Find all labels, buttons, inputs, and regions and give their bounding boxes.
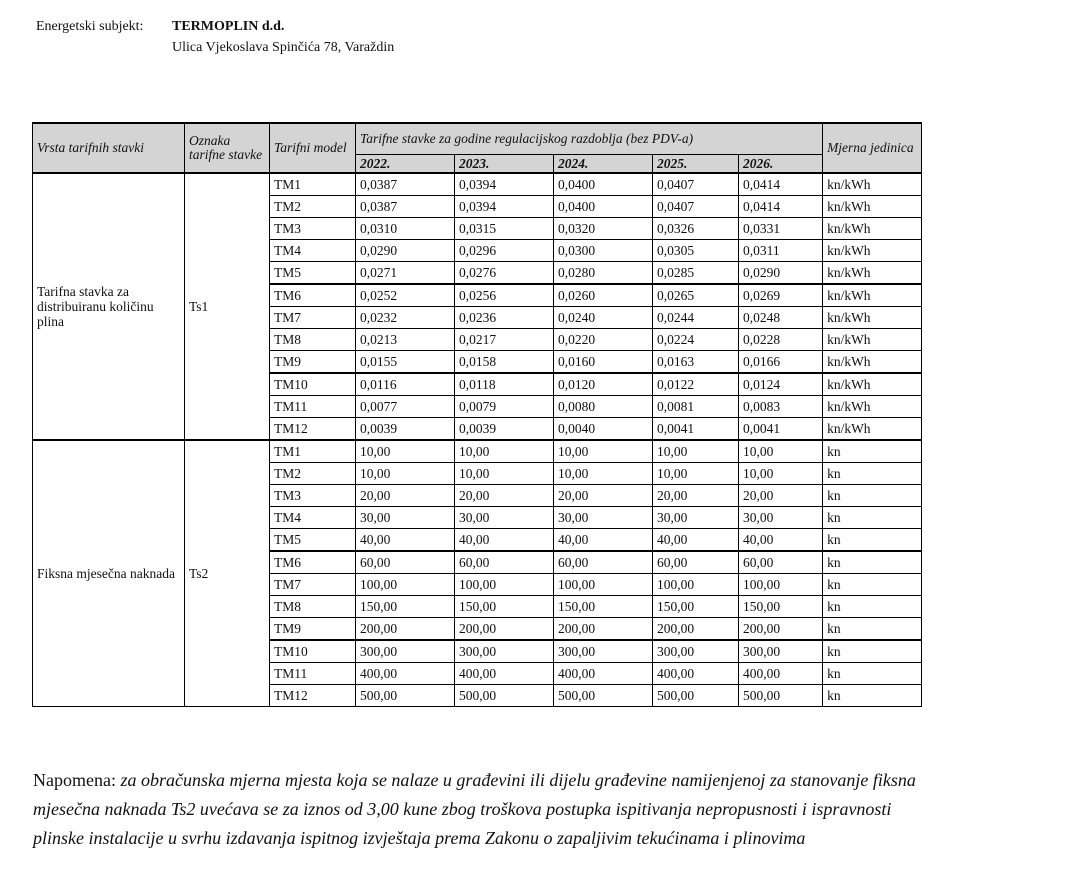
- rate-value-cell: 0,0232: [356, 307, 455, 329]
- rate-value-cell: 10,00: [653, 463, 739, 485]
- rate-value-cell: 0,0414: [739, 196, 823, 218]
- rate-value-cell: 0,0248: [739, 307, 823, 329]
- unit-cell: kn: [823, 618, 922, 641]
- rate-value-cell: 0,0280: [554, 262, 653, 285]
- rate-value-cell: 0,0252: [356, 284, 455, 307]
- unit-cell: kn/kWh: [823, 240, 922, 262]
- model-cell: TM8: [270, 329, 356, 351]
- rate-value-cell: 10,00: [455, 463, 554, 485]
- rate-value-cell: 10,00: [455, 440, 554, 463]
- model-cell: TM6: [270, 284, 356, 307]
- rate-value-cell: 300,00: [739, 640, 823, 663]
- model-cell: TM10: [270, 373, 356, 396]
- model-cell: TM9: [270, 618, 356, 641]
- rate-value-cell: 0,0079: [455, 396, 554, 418]
- rate-value-cell: 100,00: [554, 574, 653, 596]
- rate-value-cell: 0,0163: [653, 351, 739, 374]
- rate-value-cell: 0,0039: [356, 418, 455, 441]
- unit-cell: kn: [823, 463, 922, 485]
- unit-cell: kn/kWh: [823, 284, 922, 307]
- rate-value-cell: 0,0220: [554, 329, 653, 351]
- unit-cell: kn/kWh: [823, 196, 922, 218]
- col-header-rate-type: Vrsta tarifnih stavki: [33, 123, 185, 173]
- rate-value-cell: 500,00: [739, 685, 823, 707]
- rate-value-cell: 400,00: [455, 663, 554, 685]
- rate-value-cell: 200,00: [739, 618, 823, 641]
- rate-value-cell: 400,00: [653, 663, 739, 685]
- rate-value-cell: 0,0240: [554, 307, 653, 329]
- table-row: [33, 173, 922, 196]
- unit-cell: kn/kWh: [823, 173, 922, 196]
- rate-value-cell: 20,00: [356, 485, 455, 507]
- rate-value-cell: 40,00: [356, 529, 455, 552]
- rate-value-cell: 150,00: [455, 596, 554, 618]
- model-cell: TM2: [270, 463, 356, 485]
- rate-value-cell: 40,00: [653, 529, 739, 552]
- rate-value-cell: 0,0039: [455, 418, 554, 441]
- rate-value-cell: 0,0315: [455, 218, 554, 240]
- model-cell: TM1: [270, 440, 356, 463]
- unit-cell: kn/kWh: [823, 418, 922, 441]
- model-cell: TM5: [270, 262, 356, 285]
- rate-value-cell: 10,00: [554, 463, 653, 485]
- model-cell: TM12: [270, 418, 356, 441]
- rate-value-cell: 40,00: [554, 529, 653, 552]
- rate-value-cell: 300,00: [653, 640, 739, 663]
- rate-value-cell: 0,0080: [554, 396, 653, 418]
- unit-cell: kn: [823, 596, 922, 618]
- rate-value-cell: 200,00: [455, 618, 554, 641]
- rate-value-cell: 60,00: [739, 551, 823, 574]
- rate-value-cell: 0,0083: [739, 396, 823, 418]
- rate-value-cell: 10,00: [356, 440, 455, 463]
- model-cell: TM11: [270, 396, 356, 418]
- rate-value-cell: 60,00: [554, 551, 653, 574]
- rate-value-cell: 0,0244: [653, 307, 739, 329]
- unit-cell: kn: [823, 574, 922, 596]
- rate-value-cell: 20,00: [653, 485, 739, 507]
- model-cell: TM6: [270, 551, 356, 574]
- rate-value-cell: 30,00: [653, 507, 739, 529]
- model-cell: TM7: [270, 574, 356, 596]
- col-header-year: 2023.: [455, 155, 554, 174]
- rate-value-cell: 10,00: [739, 440, 823, 463]
- unit-cell: kn: [823, 485, 922, 507]
- rate-value-cell: 100,00: [356, 574, 455, 596]
- rate-value-cell: 0,0041: [739, 418, 823, 441]
- rate-value-cell: 0,0394: [455, 173, 554, 196]
- rate-value-cell: 0,0400: [554, 173, 653, 196]
- unit-cell: kn/kWh: [823, 262, 922, 285]
- rate-mark-cell: Ts1: [185, 173, 270, 440]
- energy-subject-label: Energetski subjekt:: [36, 19, 144, 34]
- tariff-table-body: [33, 173, 922, 707]
- unit-cell: kn: [823, 551, 922, 574]
- unit-cell: kn/kWh: [823, 218, 922, 240]
- rate-value-cell: 200,00: [554, 618, 653, 641]
- rate-value-cell: 10,00: [653, 440, 739, 463]
- model-cell: TM12: [270, 685, 356, 707]
- unit-cell: kn: [823, 685, 922, 707]
- rate-value-cell: 0,0124: [739, 373, 823, 396]
- unit-cell: kn: [823, 663, 922, 685]
- rate-value-cell: 0,0081: [653, 396, 739, 418]
- rate-value-cell: 60,00: [653, 551, 739, 574]
- rate-value-cell: 200,00: [653, 618, 739, 641]
- rate-value-cell: 20,00: [739, 485, 823, 507]
- rate-value-cell: 0,0414: [739, 173, 823, 196]
- rate-value-cell: 20,00: [455, 485, 554, 507]
- rate-value-cell: 0,0041: [653, 418, 739, 441]
- rate-type-cell: Tarifna stavka za distribuiranu količinu plina: [33, 173, 185, 440]
- rate-value-cell: 0,0213: [356, 329, 455, 351]
- model-cell: TM8: [270, 596, 356, 618]
- col-header-model: Tarifni model: [270, 123, 356, 173]
- rate-value-cell: 0,0320: [554, 218, 653, 240]
- model-cell: TM9: [270, 351, 356, 374]
- rate-value-cell: 0,0118: [455, 373, 554, 396]
- rate-value-cell: 0,0400: [554, 196, 653, 218]
- rate-value-cell: 40,00: [455, 529, 554, 552]
- rate-value-cell: 200,00: [356, 618, 455, 641]
- rate-value-cell: 0,0236: [455, 307, 554, 329]
- col-header-year: 2022.: [356, 155, 455, 174]
- rate-value-cell: 0,0285: [653, 262, 739, 285]
- rate-value-cell: 500,00: [356, 685, 455, 707]
- rate-value-cell: 10,00: [739, 463, 823, 485]
- footnote-text: za obračunska mjerna mjesta koja se nalaze u građevini ili dijelu građevine namijenjenoj za stanovanje fiksna mjesečna naknada Ts2 uvećava se za iznos od 3,00 kune zbog troškova postupka ispitivanja nepropusnosti i ispravnosti plinske instalacije u svrhu izdavanja ispitnog izvještaja prema Zakonu o zapaljivim tekućinama i plinovima: [33, 770, 916, 848]
- unit-cell: kn: [823, 529, 922, 552]
- rate-value-cell: 0,0394: [455, 196, 554, 218]
- col-header-unit: Mjerna jedinica: [823, 123, 922, 173]
- rate-value-cell: 0,0155: [356, 351, 455, 374]
- rate-value-cell: 10,00: [356, 463, 455, 485]
- model-cell: TM4: [270, 240, 356, 262]
- rate-value-cell: 0,0256: [455, 284, 554, 307]
- rate-value-cell: 0,0290: [739, 262, 823, 285]
- rate-value-cell: 0,0265: [653, 284, 739, 307]
- unit-cell: kn/kWh: [823, 373, 922, 396]
- rate-value-cell: 300,00: [455, 640, 554, 663]
- rate-value-cell: 0,0311: [739, 240, 823, 262]
- rate-value-cell: 0,0276: [455, 262, 554, 285]
- col-header-rates: Tarifne stavke za godine regulacijskog razdoblja (bez PDV-a): [356, 123, 823, 155]
- model-cell: TM5: [270, 529, 356, 552]
- company-address: Ulica Vjekoslava Spinčića 78, Varaždin: [172, 40, 395, 55]
- model-cell: TM2: [270, 196, 356, 218]
- rate-value-cell: 0,0387: [356, 196, 455, 218]
- rate-value-cell: 150,00: [653, 596, 739, 618]
- footnote: [33, 766, 933, 853]
- rate-value-cell: 100,00: [455, 574, 554, 596]
- unit-cell: kn/kWh: [823, 351, 922, 374]
- rate-value-cell: 0,0120: [554, 373, 653, 396]
- rate-value-cell: 0,0305: [653, 240, 739, 262]
- rate-value-cell: 30,00: [739, 507, 823, 529]
- unit-cell: kn/kWh: [823, 396, 922, 418]
- model-cell: TM4: [270, 507, 356, 529]
- rate-value-cell: 0,0296: [455, 240, 554, 262]
- unit-cell: kn/kWh: [823, 329, 922, 351]
- rate-value-cell: 40,00: [739, 529, 823, 552]
- model-cell: TM1: [270, 173, 356, 196]
- rate-value-cell: 30,00: [455, 507, 554, 529]
- rate-value-cell: 150,00: [356, 596, 455, 618]
- rate-value-cell: 20,00: [554, 485, 653, 507]
- rate-value-cell: 30,00: [554, 507, 653, 529]
- rate-value-cell: 100,00: [653, 574, 739, 596]
- model-cell: TM10: [270, 640, 356, 663]
- rate-value-cell: 150,00: [739, 596, 823, 618]
- rate-value-cell: 0,0122: [653, 373, 739, 396]
- company-name: TERMOPLIN d.d.: [172, 19, 285, 34]
- rate-value-cell: 0,0166: [739, 351, 823, 374]
- rate-value-cell: 300,00: [356, 640, 455, 663]
- rate-value-cell: 10,00: [554, 440, 653, 463]
- tariff-table: [32, 122, 922, 707]
- col-header-year: 2025.: [653, 155, 739, 174]
- model-cell: TM7: [270, 307, 356, 329]
- rate-value-cell: 30,00: [356, 507, 455, 529]
- rate-value-cell: 0,0331: [739, 218, 823, 240]
- rate-value-cell: 0,0217: [455, 329, 554, 351]
- rate-value-cell: 100,00: [739, 574, 823, 596]
- rate-value-cell: 0,0160: [554, 351, 653, 374]
- rate-value-cell: 0,0040: [554, 418, 653, 441]
- rate-value-cell: 0,0116: [356, 373, 455, 396]
- model-cell: TM11: [270, 663, 356, 685]
- col-header-rate-mark: Oznaka tarifne stavke: [185, 123, 270, 173]
- rate-value-cell: 400,00: [739, 663, 823, 685]
- rate-value-cell: 500,00: [455, 685, 554, 707]
- rate-value-cell: 0,0300: [554, 240, 653, 262]
- rate-value-cell: 0,0228: [739, 329, 823, 351]
- rate-value-cell: 0,0269: [739, 284, 823, 307]
- unit-cell: kn: [823, 440, 922, 463]
- rate-value-cell: 500,00: [653, 685, 739, 707]
- rate-value-cell: 150,00: [554, 596, 653, 618]
- rate-type-cell: Fiksna mjesečna naknada: [33, 440, 185, 707]
- rate-value-cell: 300,00: [554, 640, 653, 663]
- table-row: [33, 440, 922, 463]
- model-cell: TM3: [270, 218, 356, 240]
- rate-value-cell: 0,0407: [653, 173, 739, 196]
- unit-cell: kn: [823, 507, 922, 529]
- model-cell: TM3: [270, 485, 356, 507]
- col-header-year: 2024.: [554, 155, 653, 174]
- rate-value-cell: 0,0310: [356, 218, 455, 240]
- rate-value-cell: 0,0224: [653, 329, 739, 351]
- rate-mark-cell: Ts2: [185, 440, 270, 707]
- rate-value-cell: 0,0158: [455, 351, 554, 374]
- rate-value-cell: 0,0290: [356, 240, 455, 262]
- rate-value-cell: 0,0260: [554, 284, 653, 307]
- col-header-year: 2026.: [739, 155, 823, 174]
- rate-value-cell: 0,0407: [653, 196, 739, 218]
- rate-value-cell: 0,0326: [653, 218, 739, 240]
- rate-value-cell: 0,0271: [356, 262, 455, 285]
- rate-value-cell: 0,0077: [356, 396, 455, 418]
- rate-value-cell: 400,00: [356, 663, 455, 685]
- rate-value-cell: 60,00: [455, 551, 554, 574]
- footnote-lead: Napomena:: [33, 770, 116, 790]
- unit-cell: kn: [823, 640, 922, 663]
- rate-value-cell: 500,00: [554, 685, 653, 707]
- rate-value-cell: 400,00: [554, 663, 653, 685]
- rate-value-cell: 60,00: [356, 551, 455, 574]
- unit-cell: kn/kWh: [823, 307, 922, 329]
- rate-value-cell: 0,0387: [356, 173, 455, 196]
